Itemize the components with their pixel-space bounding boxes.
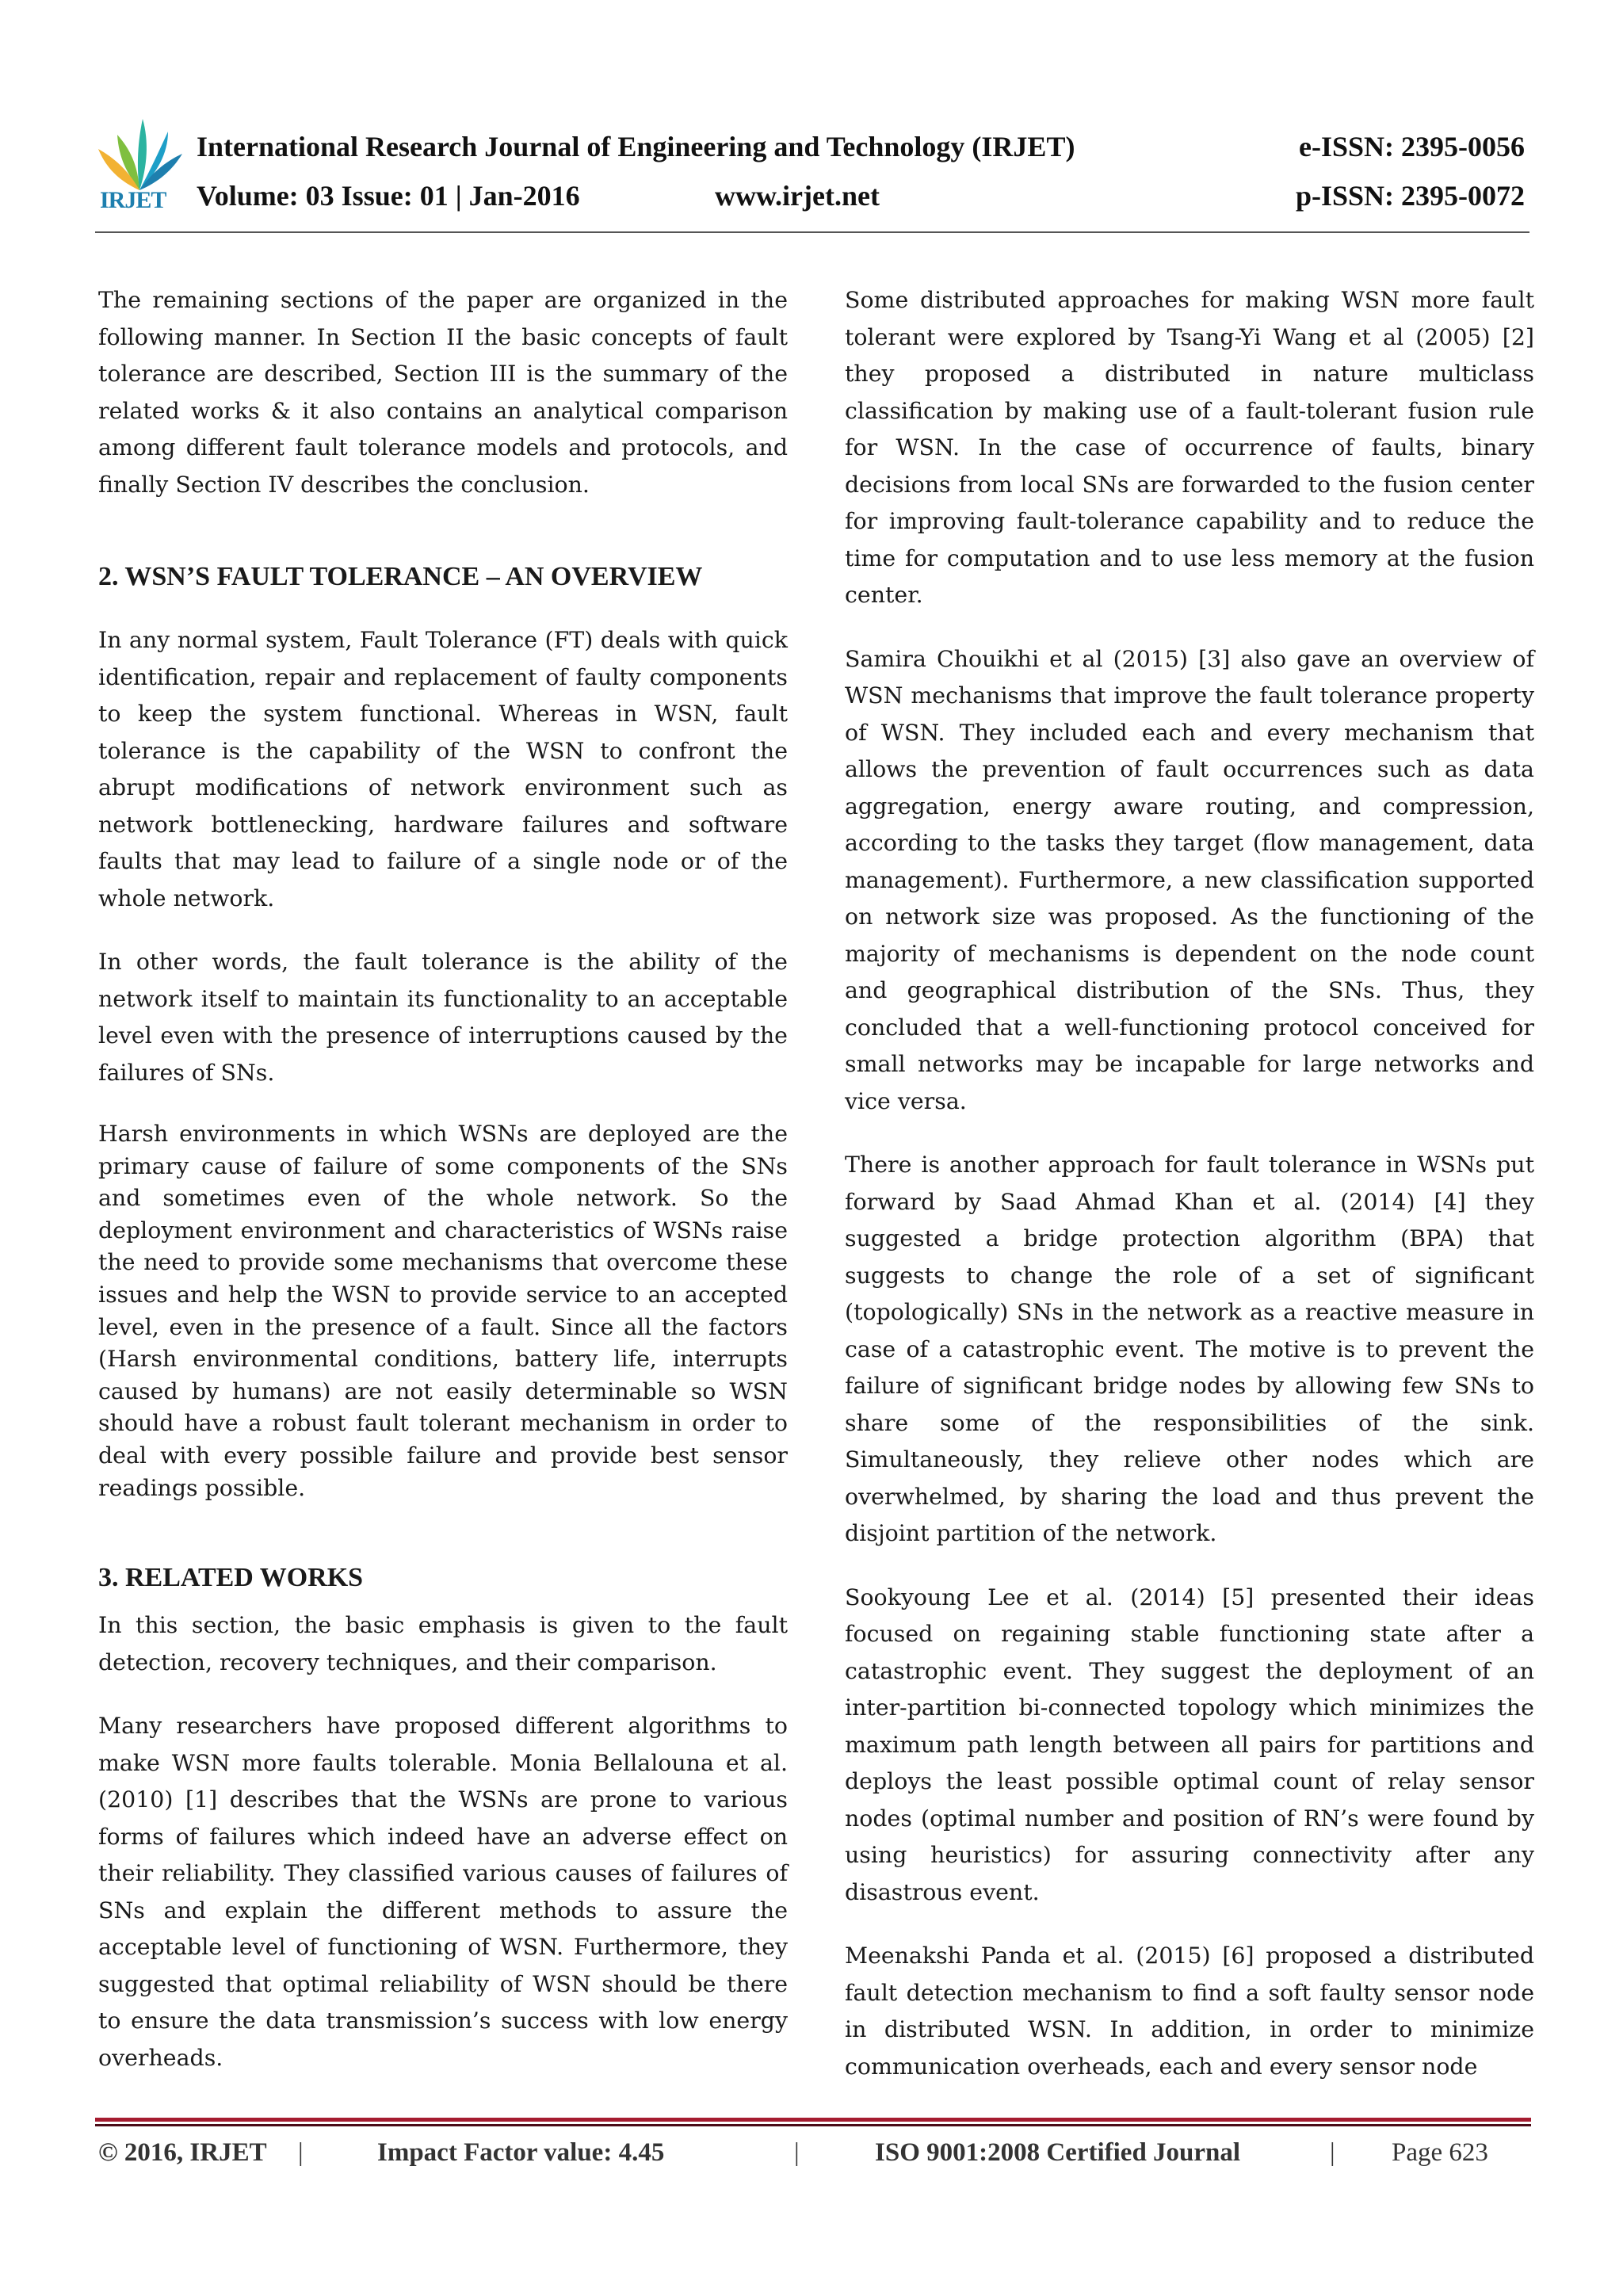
footer-copyright: © 2016, IRJET — [98, 2138, 267, 2167]
irjet-logo — [95, 117, 184, 220]
right-paragraph-3: There is another approach for fault tolerance in WSNs put forward by Saad Ahmad Khan et al. (2014) [4] they suggested a bridge protection algorithm (BPA) that suggests to change the role of a set of significant (topologically) SNs in the network as a reactive measure in case of a catastrophic event. The motive is to prevent the failure of significant bridge nodes by allowing few SNs to share some of the responsibilities of the sink. Simultaneously, they relieve other nodes which are overwhelmed, by sharing the load and thus prevent the disjoint partition of the network. — [845, 1152, 1534, 1546]
header-divider — [95, 231, 1529, 233]
footer-divider-bottom — [95, 2124, 1531, 2126]
section-2-paragraph-2: In other words, the fault tolerance is the ability of the network itself to maintain its functionality to an acceptable level even with the presence of interruptions caused by the failures of SNs. — [98, 949, 788, 1086]
journal-website[interactable]: www.irjet.net — [715, 180, 880, 212]
right-column — [845, 282, 1534, 2112]
footer-separator-1: | — [298, 2138, 304, 2167]
section-2-paragraph-3: Harsh environments in which WSNs are deployed are the primary cause of failure of some components of the SNs and sometimes even of the whole network. So the deployment environment and characteristics of WSNs raise the need to provide some mechanisms that overcome these issues and help the WSN to provide service to an accepted level, even in the presence of a fault. Since all the factors (Harsh environmental conditions, battery life, interrupts caused by humans) are not easily determinable so WSN should have a robust fault tolerant mechanism in order to deal with every possible failure and provide best sensor readings possible. — [98, 1121, 788, 1501]
irjet-logo-leaves-icon — [95, 117, 184, 193]
footer-impact-factor: Impact Factor value: 4.45 — [377, 2138, 665, 2167]
page-footer — [98, 2138, 1525, 2178]
right-paragraph-5: Meenakshi Panda et al. (2015) [6] proposed a distributed fault detection mechanism to find a soft faulty sensor node in distributed WSN. In addition, in order to minimize communication overheads, each and every sensor node — [845, 1943, 1534, 2080]
logo-text: IRJET — [100, 187, 166, 213]
page-header — [95, 111, 1529, 238]
section-3-paragraph-2: Many researchers have proposed different algorithms to make WSN more faults tolerable. Monia Bellalouna et al. (2010) [1] describes that the WSNs are prone to various forms of failures which indeed have an adverse effect on their reliability. They classified various causes of failures of SNs and explain the different methods to assure the acceptable level of functioning of WSN. Furthermore, they suggested that optimal reliability of WSN should be there to ensure the data transmission’s success with low energy overheads. — [98, 1713, 788, 2071]
volume-issue: Volume: 03 Issue: 01 | Jan-2016 — [197, 180, 580, 212]
section-2-paragraph-1: In any normal system, Fault Tolerance (FT) deals with quick identification, repair and replacement of faulty components to keep the system functional. Whereas in WSN, fault tolerance is the capability of the WSN to confront the abrupt modifications of network environment such as network bottlenecking, hardware failures and software faults that may lead to failure of a single node or of the whole network. — [98, 627, 788, 911]
journal-title: International Research Journal of Engineering and Technology (IRJET) — [197, 131, 1075, 162]
footer-divider-top — [95, 2118, 1531, 2122]
footer-iso: ISO 9001:2008 Certified Journal — [875, 2138, 1241, 2167]
footer-separator-3: | — [1330, 2138, 1335, 2167]
eissn: e-ISSN: 2395-0056 — [1299, 131, 1525, 162]
intro-paragraph: The remaining sections of the paper are organized in the following manner. In Section II the basic concepts of fault tolerance are described, Section III is the summary of the related works & it also contains an analytical comparison among different fault tolerance models and protocols, and finally Section IV describes the conclusion. — [98, 287, 788, 498]
right-paragraph-2: Samira Chouikhi et al (2015) [3] also gave an overview of WSN mechanisms that improve the fault tolerance property of WSN. They included each and every mechanism that allows the prevention of fault occurrences such as data aggregation, energy aware routing, and compression, according to the tasks they target (flow management, data management). Furthermore, a new classification supported on network size was proposed. As the functioning of the majority of mechanisms is dependent on the node count and geographical distribution of the SNs. Thus, they concluded that a well-functioning protocol conceived for small networks may be incapable for large networks and vice versa. — [845, 645, 1534, 1114]
section-3-paragraph-1: In this section, the basic emphasis is given to the fault detection, recovery techniques, and their comparison. — [98, 1612, 788, 1675]
footer-separator-2: | — [794, 2138, 800, 2167]
section-3-heading: 3. RELATED WORKS — [98, 1563, 364, 1593]
right-paragraph-1: Some distributed approaches for making WSN more fault tolerant were explored by Tsang-Yi Wang et al (2005) [2] they proposed a distributed in nature multiclass classification by making use of a fault-tolerant fusion rule for WSN. In the case of occurrence of faults, binary decisions from local SNs are forwarded to the fusion center for improving fault-tolerance capability and to reduce the time for computation and to use less memory at the fusion center. — [845, 287, 1534, 608]
footer-page-number: Page 623 — [1392, 2138, 1488, 2167]
left-column — [98, 282, 788, 2103]
section-2-heading: 2. WSN’S FAULT TOLERANCE – AN OVERVIEW — [98, 562, 703, 591]
pissn: p-ISSN: 2395-0072 — [1295, 180, 1525, 212]
right-paragraph-4: Sookyoung Lee et al. (2014) [5] presented their ideas focused on regaining stable functioning state after a catastrophic event. They suggest the deployment of an inter-partition bi-connected topology which minimizes the maximum path length between all pairs for partitions and deploys the least possible optimal count of relay sensor nodes (optimal number and position of RN’s were found by using heuristics) for assuring connectivity after any disastrous event. — [845, 1584, 1534, 1905]
